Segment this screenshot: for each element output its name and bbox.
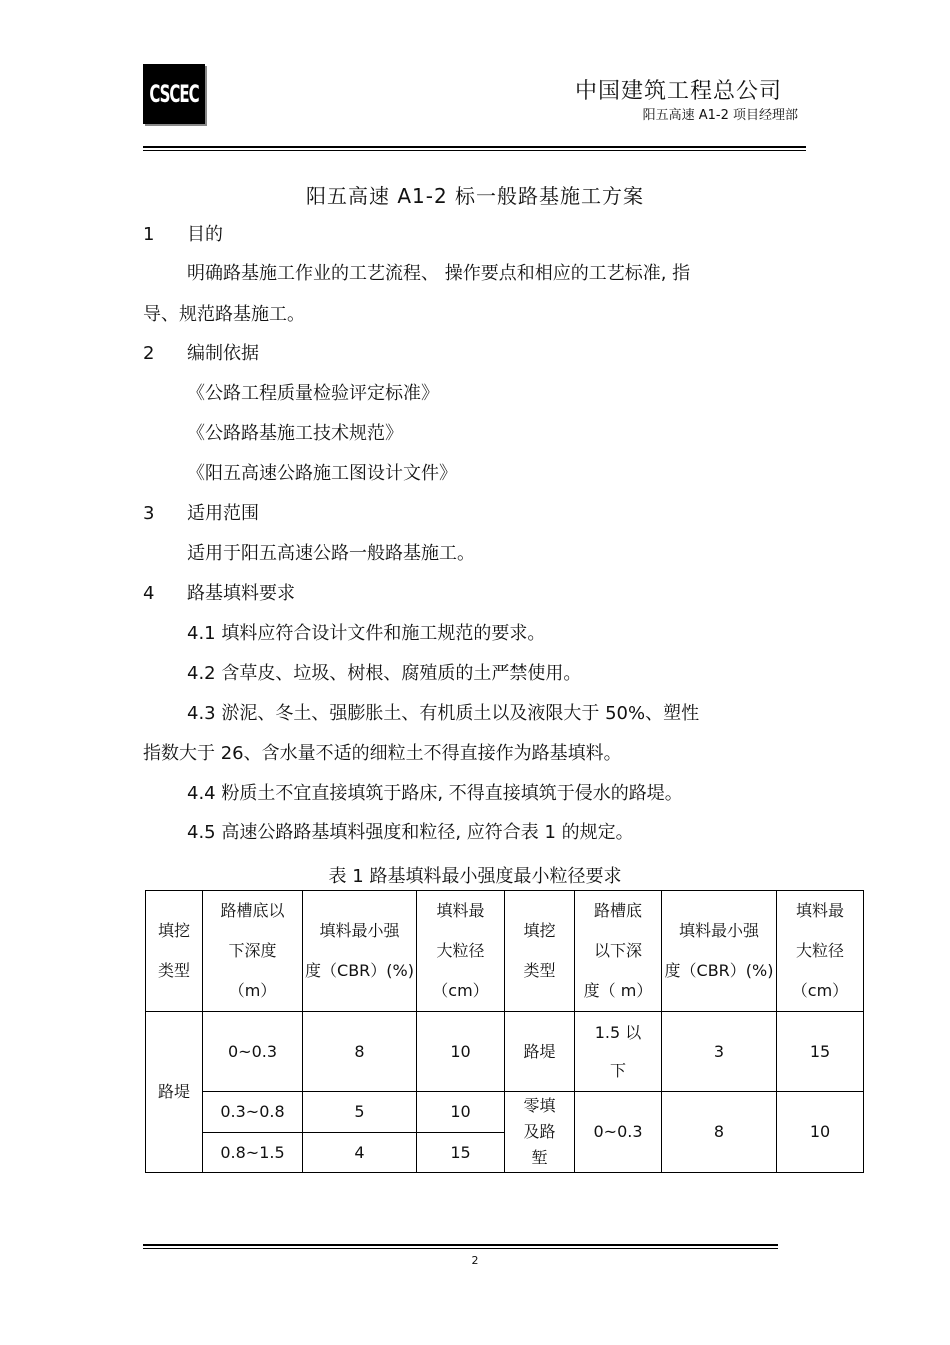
table-cell: 0~0.3 [203,1012,303,1092]
table-row [146,1012,864,1092]
requirement-4-2: 4.2 含草皮、垃圾、树根、腐殖质的土严禁使用。 [187,663,582,684]
table-cell: 10 [417,1092,505,1133]
table-cell: 8 [303,1012,417,1092]
requirement-4-1: 4.1 填料应符合设计文件和施工规范的要求。 [187,623,546,644]
footer-rule-thin [143,1248,778,1249]
paragraph-purpose-line2: 导、规范路基施工。 [143,304,305,325]
table-cell: 15 [417,1133,505,1173]
requirement-4-5: 4.5 高速公路路基填料强度和粒径, 应符合表 1 的规定。 [187,822,634,843]
header-cell: 路槽底以 下深度 （m） [203,891,303,1012]
header-cell: 填挖 类型 [505,891,575,1012]
table-caption: 表 1 路基填料最小强度最小粒径要求 [328,866,622,887]
paragraph-scope: 适用于阳五高速公路一般路基施工。 [187,543,475,564]
page-number: 2 [471,1254,479,1267]
reference-item: 《公路路基施工技术规范》 [187,423,403,444]
section-heading-3: 3 适用范围 [143,503,259,524]
table-row [146,1092,864,1133]
header-cell: 填料最 大粒径 （cm） [777,891,864,1012]
company-logo: CSCEC [143,64,205,124]
table-cell: 4 [303,1133,417,1173]
header-cell: 填料最小强 度（CBR）(%) [662,891,777,1012]
requirement-4-3-line1: 4.3 淤泥、冬土、强膨胀土、有机质土以及液限大于 50%、塑性 [187,703,700,724]
table-cell-group: 路堤 [146,1012,203,1173]
table-cell: 5 [303,1092,417,1133]
table-cell: 10 [417,1012,505,1092]
table-cell: 15 [777,1012,864,1092]
header-cell: 路槽底 以下深 度（ m） [575,891,662,1012]
header-rule-thin [143,150,806,151]
table-cell: 0.8~1.5 [203,1133,303,1173]
header-cell: 填挖 类型 [146,891,203,1012]
requirement-4-4: 4.4 粉质土不宜直接填筑于路床, 不得直接填筑于侵水的路堤。 [187,783,683,804]
table-cell: 零填 及路 堑 [505,1092,575,1173]
table-cell: 8 [662,1092,777,1173]
table-cell: 10 [777,1092,864,1173]
paragraph-purpose-line1: 明确路基施工作业的工艺流程、 操作要点和相应的工艺标准, 指 [187,263,691,284]
header-cell: 填料最小强 度（CBR）(%) [303,891,417,1012]
table-cell: 0~0.3 [575,1092,662,1173]
table-cell: 3 [662,1012,777,1092]
filler-requirements-table [145,890,864,1173]
table-cell: 路堤 [505,1012,575,1092]
header-rule [143,146,806,148]
header-cell: 填料最 大粒径 （cm） [417,891,505,1012]
department-name: 阳五高速 A1-2 项目经理部 [642,108,798,123]
document-title: 阳五高速 A1-2 标一般路基施工方案 [305,184,645,208]
table-cell: 1.5 以 下 [575,1012,662,1092]
reference-item: 《阳五高速公路施工图设计文件》 [187,463,457,484]
section-heading-1: 1 目的 [143,224,223,245]
requirement-4-3-line2: 指数大于 26、含水量不适的细粒土不得直接作为路基填料。 [143,743,622,764]
section-heading-2: 2 编制依据 [143,343,259,364]
section-heading-4: 4 路基填料要求 [143,583,295,604]
table-cell: 0.3~0.8 [203,1092,303,1133]
company-name: 中国建筑工程总公司 [574,79,782,104]
footer-rule [143,1244,778,1246]
table-header-row [146,891,864,1012]
reference-item: 《公路工程质量检验评定标准》 [187,383,439,404]
